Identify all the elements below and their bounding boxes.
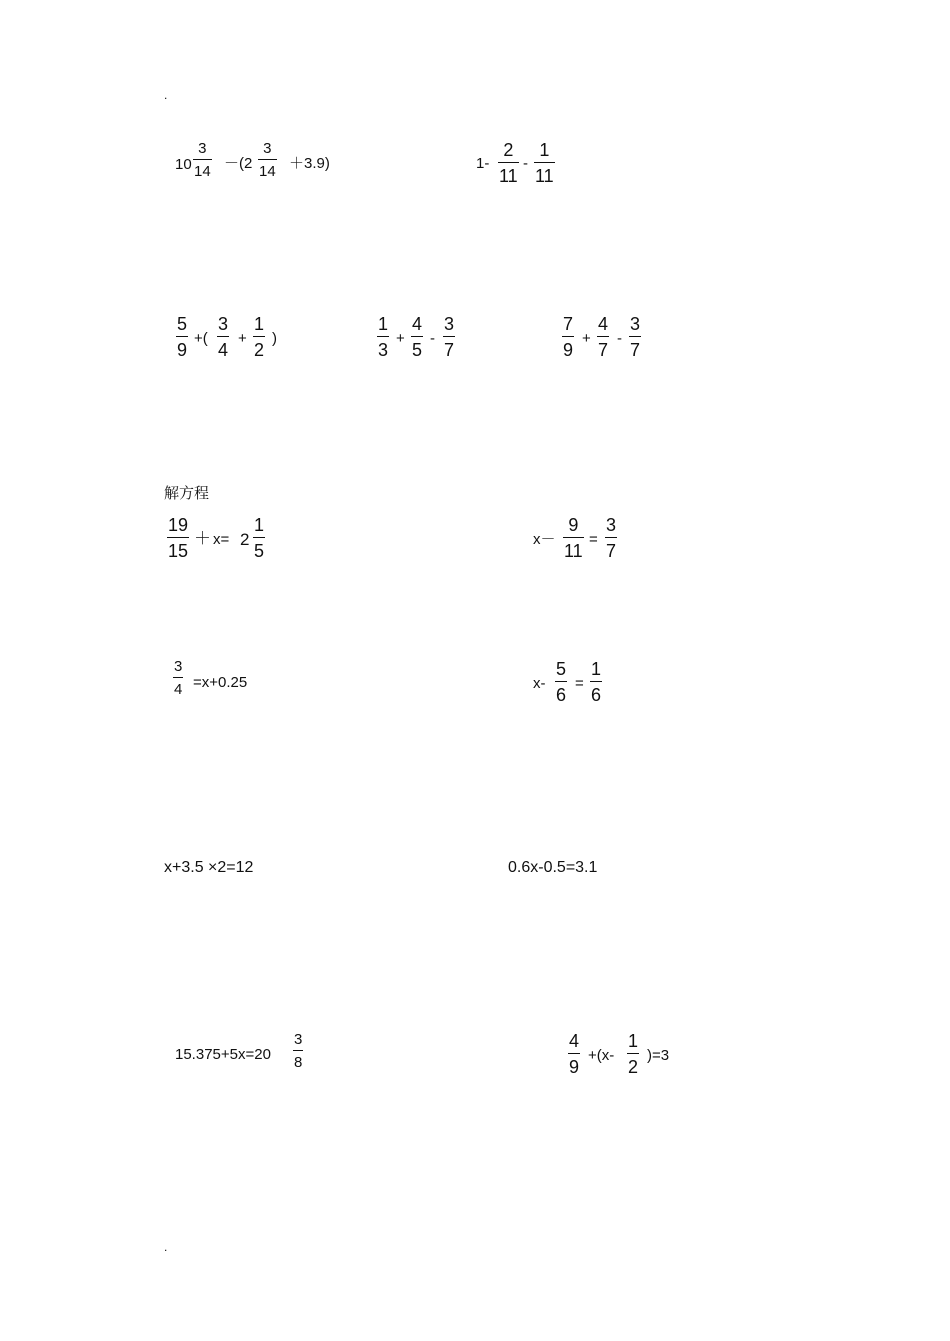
whole-number: 2 [240, 530, 250, 549]
denominator: 14 [259, 163, 276, 180]
fraction [590, 660, 602, 704]
operator: - [617, 330, 622, 347]
whole-number: 10 [175, 156, 192, 173]
numerator: 1 [378, 314, 389, 334]
operator: 15.375+5x=20 [175, 1046, 271, 1063]
fraction [167, 516, 189, 560]
numerator: 3 [263, 140, 272, 157]
operator: +(x- [588, 1047, 615, 1064]
operator: - [523, 155, 528, 172]
denominator: 7 [630, 340, 641, 360]
denominator: 4 [218, 340, 229, 360]
fraction [443, 315, 455, 359]
denominator: 2 [254, 340, 265, 360]
operator: x－ [533, 531, 556, 548]
fraction [555, 660, 567, 704]
fraction [293, 1032, 303, 1070]
operator: + [582, 330, 591, 347]
numerator: 3 [198, 140, 207, 157]
equation-6: 0.6x-0.5=3.1 [508, 859, 598, 876]
numerator: 1 [254, 314, 265, 334]
denominator: 11 [499, 166, 518, 186]
operator: ＋3.9) [289, 155, 330, 172]
fraction [377, 315, 389, 359]
numerator: 1 [254, 515, 265, 535]
fraction [411, 315, 423, 359]
operator: x= [213, 531, 230, 548]
denominator: 8 [294, 1054, 303, 1071]
denominator: 2 [628, 1057, 639, 1077]
numerator: 7 [563, 314, 574, 334]
fraction [217, 315, 229, 359]
denominator: 11 [535, 166, 554, 186]
page-top-dot: . [164, 88, 168, 102]
fraction [629, 315, 641, 359]
numerator: 5 [177, 314, 188, 334]
denominator: 5 [412, 340, 423, 360]
denominator: 7 [606, 541, 617, 561]
operator: x- [533, 675, 546, 692]
fraction [176, 315, 188, 359]
denominator: 7 [444, 340, 455, 360]
denominator: 6 [556, 685, 567, 705]
operator: ) [272, 330, 277, 347]
fraction [627, 1032, 639, 1076]
numerator: 3 [606, 515, 617, 535]
numerator: 9 [568, 515, 579, 535]
operator: = [575, 675, 584, 692]
fraction [253, 516, 265, 560]
numerator: 3 [218, 314, 229, 334]
denominator: 7 [598, 340, 609, 360]
numerator: 3 [294, 1031, 303, 1048]
numerator: 4 [569, 1031, 580, 1051]
fraction [193, 141, 212, 179]
fraction [562, 315, 574, 359]
numerator: 3 [174, 658, 183, 675]
numerator: 1 [628, 1031, 639, 1051]
denominator: 9 [569, 1057, 580, 1077]
numerator: 4 [412, 314, 423, 334]
operator: ＋ [194, 529, 211, 548]
fraction [597, 315, 609, 359]
denominator: 9 [177, 340, 188, 360]
denominator: 4 [174, 681, 183, 698]
denominator: 11 [564, 541, 583, 561]
fraction [173, 659, 183, 697]
fraction [534, 141, 555, 185]
operator: - [430, 330, 435, 347]
fraction [563, 516, 584, 560]
numerator: 4 [598, 314, 609, 334]
numerator: 1 [539, 140, 550, 160]
operator: + [396, 330, 405, 347]
fraction [253, 315, 265, 359]
section-heading: 解方程 [164, 484, 210, 502]
denominator: 15 [168, 541, 189, 561]
numerator: 1 [591, 659, 602, 679]
numerator: 2 [503, 140, 514, 160]
fraction [605, 516, 617, 560]
equation-5: x+3.5 ×2=12 [164, 859, 254, 876]
numerator: 3 [630, 314, 641, 334]
fraction [568, 1032, 580, 1076]
page-bottom-dot: . [164, 1240, 168, 1254]
operator: + [238, 330, 247, 347]
denominator: 5 [254, 541, 265, 561]
operator: = [589, 531, 598, 548]
numerator: 19 [168, 515, 189, 535]
operator: =x+0.25 [193, 674, 248, 691]
fraction [498, 141, 519, 185]
operator: 1- [476, 155, 490, 172]
denominator: 6 [591, 685, 602, 705]
numerator: 3 [444, 314, 455, 334]
operator: －(2 [224, 155, 253, 172]
operator: )=3 [647, 1047, 670, 1064]
denominator: 3 [378, 340, 389, 360]
fraction [258, 141, 277, 179]
denominator: 9 [563, 340, 574, 360]
numerator: 5 [556, 659, 567, 679]
denominator: 14 [194, 163, 211, 180]
operator: +( [194, 330, 208, 347]
